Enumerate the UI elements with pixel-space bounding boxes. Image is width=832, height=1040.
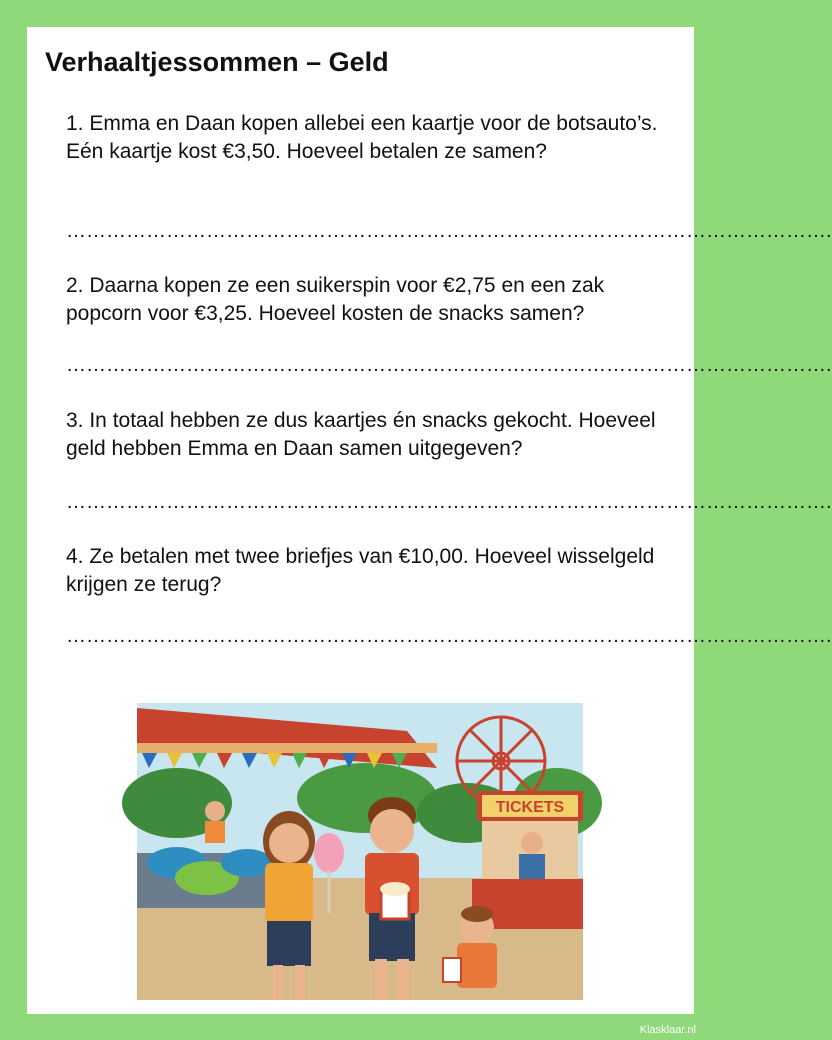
page-title: Verhaaltjessommen – Geld: [45, 47, 389, 77]
question-3: 3. In totaal hebben ze dus kaartjes én snacks gekocht. Hoeveel geld hebben Emma en Daan samen uitgegeven?: [66, 409, 656, 460]
worksheet: [27, 27, 832, 1014]
funfair-illustration: [137, 703, 583, 1000]
answer-line-1[interactable]: …………………………………………………………………………………………………….: [66, 220, 832, 242]
question-1: 1. Emma en Daan kopen allebei een kaartje voor de botsauto’s. Eén kaartje kost €3,50. Hoeveel betalen ze samen?: [66, 112, 658, 163]
credit-label: Klasklaar.nl: [639, 1024, 696, 1036]
question-2: 2. Daarna kopen ze een suikerspin voor €2,75 en een zak popcorn voor €3,25. Hoeveel kosten de snacks samen?: [66, 274, 605, 325]
answer-line-4[interactable]: …………………………………………………………………………………………………….: [66, 625, 832, 647]
answer-line-3[interactable]: …………………………………………………………………………………………………….: [66, 491, 832, 513]
answer-line-2[interactable]: …………………………………………………………………………………………………….: [66, 354, 832, 376]
question-4: 4. Ze betalen met twee briefjes van €10,00. Hoeveel wisselgeld krijgen ze terug?: [66, 545, 655, 596]
booth-sign: TICKETS: [495, 799, 565, 816]
